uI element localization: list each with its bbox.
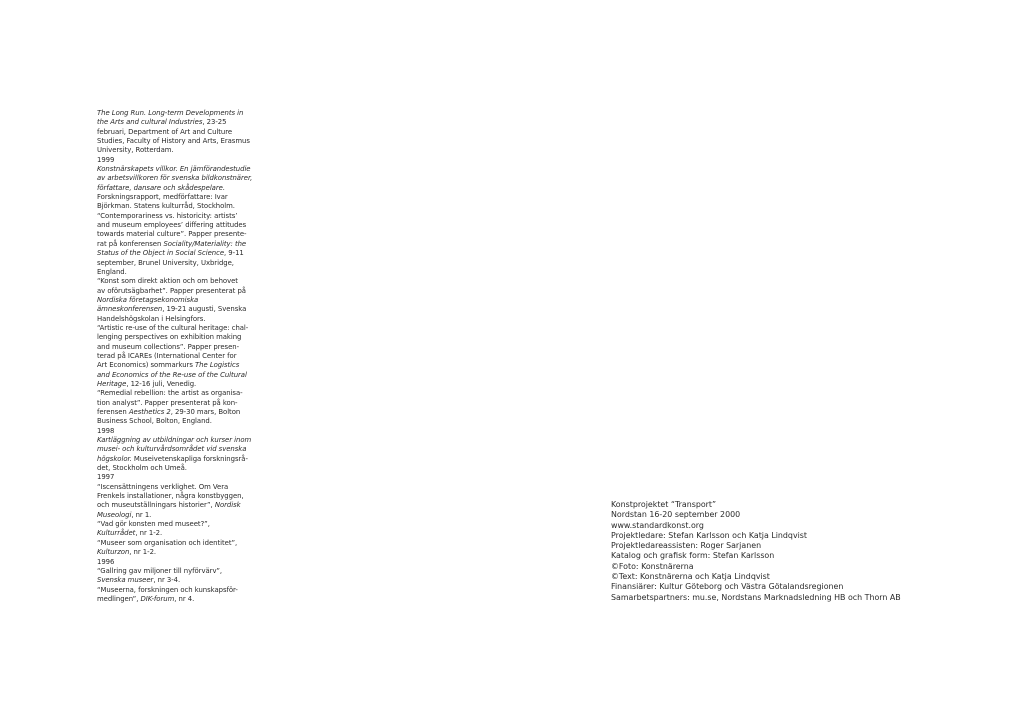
bibliography-line [97, 529, 255, 538]
bibliography-text: 1998 [97, 426, 115, 435]
bibliography-line [97, 324, 255, 333]
bibliography-line [97, 315, 255, 324]
bibliography-line [97, 184, 255, 193]
bibliography-text: “Konst som direkt aktion och om behovet [97, 277, 238, 286]
italic-title-text: Nordisk [214, 501, 241, 510]
bibliography-line [97, 539, 255, 548]
bibliography-text: rat på konferensen [97, 239, 164, 248]
bibliography-text: lenging perspectives on exhibition making [97, 333, 242, 342]
italic-title-text: Nordiska företagsekonomiska [97, 295, 199, 304]
italic-title-text: Heritage [97, 379, 127, 388]
bibliography-text: “Iscensättningens verklighet. Om Vera [97, 482, 229, 491]
bibliography-line [97, 399, 255, 408]
bibliography-line [97, 174, 255, 183]
bibliography-line [97, 389, 255, 398]
italic-title-text: författare, dansare och skådespelare. [97, 183, 225, 192]
bibliography-line [97, 333, 255, 342]
bibliography-text: “Museerna, forskningen och kunskapsför- [97, 585, 238, 594]
colophon-line: Projektledare: Stefan Karlsson och Katja Lindqvist [611, 530, 808, 540]
bibliography-line [97, 268, 255, 277]
italic-title-text: av arbetsvillkoren för svenska bildkonstnärer, [97, 174, 253, 183]
bibliography-text: februari, Department of Art and Culture [97, 127, 233, 136]
italic-title-text: Kulturrådet [97, 529, 136, 538]
bibliography-line [97, 380, 255, 389]
bibliography-text: 1996 [97, 557, 115, 566]
bibliography-line [97, 483, 255, 492]
bibliography-text: , 19-21 augusti, Svenska [162, 305, 247, 314]
bibliography-text: “Museer som organisation och identitet”, [97, 538, 238, 547]
bibliography-line [97, 408, 255, 417]
colophon-line: Samarbetspartners: mu.se, Nordstans Marknadsledning HB och Thorn AB [611, 592, 901, 602]
italic-title-text: DIK-forum [140, 594, 175, 603]
colophon-line: Nordstan 16-20 september 2000 [611, 510, 741, 520]
bibliography-text: and museum collections”. Papper presen- [97, 342, 240, 351]
bibliography-line [97, 586, 255, 595]
bibliography-text: “Artistic re-use of the cultural heritage: chal- [97, 323, 249, 332]
bibliography-line [97, 146, 255, 155]
bibliography-line [97, 445, 255, 454]
bibliography-text: England. [97, 267, 127, 276]
bibliography-line [97, 417, 255, 426]
colophon-line: www.standardkonst.org [611, 520, 704, 530]
bibliography-text: “Remedial rebellion: the artist as organisa- [97, 389, 243, 398]
italic-title-text: Status of the Object in Social Science [97, 249, 225, 258]
bibliography-text: University, Rotterdam. [97, 146, 174, 155]
colophon-line: Katalog och grafisk form: Stefan Karlsson [611, 551, 775, 561]
colophon-line: Finansiärer: Kultur Göteborg och Västra Götalandsregionen [611, 582, 844, 592]
bibliography-text: , 9-11 [224, 249, 244, 258]
bibliography-text: , 12-16 juli, Venedig. [126, 379, 197, 388]
bibliography-text: Björkman. Statens kulturråd, Stockholm. [97, 202, 235, 211]
bibliography-text: Studies, Faculty of History and Arts, Erasmus [97, 137, 250, 146]
bibliography-text: 1997 [97, 473, 115, 482]
bibliography-text: Museivetenskapliga forskningsrå- [131, 454, 248, 463]
bibliography-text: Art Economics) sommarkurs [97, 361, 196, 370]
colophon-line: ©Text: Konstnärerna och Katja Lindqvist [611, 572, 770, 582]
bibliography-text: Frenkels installationer, några konstbyggen, [97, 492, 244, 501]
bibliography-column [97, 109, 255, 604]
bibliography-line [97, 230, 255, 239]
bibliography-line [97, 558, 255, 567]
italic-title-text: and Economics of the Re-use of the Cultural [97, 370, 247, 379]
bibliography-text: , nr 1-2. [129, 548, 157, 557]
bibliography-text: Business School, Bolton, England. [97, 417, 212, 426]
bibliography-text: and museum employees’ differing attitudes [97, 221, 247, 230]
bibliography-line [97, 576, 255, 585]
bibliography-line [97, 109, 255, 118]
italic-title-text: Kartläggning av utbildningar och kurser inom [97, 436, 252, 445]
italic-title-text: högskolor. [97, 454, 132, 463]
bibliography-line [97, 511, 255, 520]
bibliography-text: “Contemporariness vs. historicity: artists’ [97, 211, 238, 220]
italic-title-text: the Arts and cultural Industries [97, 118, 203, 127]
bibliography-line [97, 137, 255, 146]
bibliography-text: terad på ICAREs (International Center for [97, 351, 237, 360]
bibliography-line [97, 548, 255, 557]
bibliography-text: Handelshögskolan i Helsingfors. [97, 314, 206, 323]
bibliography-line [97, 436, 255, 445]
bibliography-line [97, 259, 255, 268]
bibliography-text: och museutställningars historier”, [97, 501, 215, 510]
bibliography-line [97, 595, 255, 604]
bibliography-text: det, Stockholm och Umeå. [97, 464, 187, 473]
italic-title-text: musei- och kulturvårdsområdet vid svenska [97, 445, 247, 454]
bibliography-text: Forskningsrapport, medförfattare: Ivar [97, 193, 228, 202]
italic-title-text: ämneskonferensen [97, 305, 163, 314]
bibliography-text: september, Brunel University, Uxbridge, [97, 258, 234, 267]
bibliography-text: , 23-25 [202, 118, 227, 127]
bibliography-line [97, 202, 255, 211]
bibliography-line [97, 305, 255, 314]
bibliography-line [97, 287, 255, 296]
bibliography-text: av oförutsägbarhet”. Papper presenterat på [97, 286, 246, 295]
bibliography-line [97, 371, 255, 380]
italic-title-text: The Logistics [195, 361, 240, 370]
bibliography-line [97, 240, 255, 249]
italic-title-text: The Long Run. Long-term Developments in [97, 109, 244, 117]
bibliography-line [97, 128, 255, 137]
bibliography-text: , nr 4. [174, 594, 195, 603]
bibliography-text: ferensen [97, 408, 129, 416]
bibliography-line [97, 473, 255, 482]
bibliography-text: , 29-30 mars, Bolton [170, 408, 241, 416]
colophon-line: Konstprojektet “Transport” [611, 500, 717, 509]
bibliography-line [97, 165, 255, 174]
bibliography-line [97, 567, 255, 576]
bibliography-text: medlingen”, [97, 594, 141, 603]
colophon-line: ©Foto: Konstnärerna [611, 561, 694, 571]
bibliography-line [97, 212, 255, 221]
bibliography-text: , nr 1-2. [135, 529, 163, 538]
bibliography-text: “Vad gör konsten med museet?”, [97, 520, 210, 529]
bibliography-text: 1999 [97, 155, 115, 164]
bibliography-line [97, 156, 255, 165]
italic-title-text: Svenska museer [97, 576, 154, 585]
bibliography-text: , nr 1. [131, 510, 152, 519]
bibliography-line [97, 296, 255, 305]
bibliography-text: , nr 3-4. [153, 576, 181, 585]
italic-title-text: Museologi [97, 510, 132, 519]
bibliography-line [97, 352, 255, 361]
bibliography-line [97, 455, 255, 464]
italic-title-text: Konstnärskapets villkor. En jämförandestudie [97, 165, 251, 174]
bibliography-line [97, 277, 255, 286]
bibliography-line [97, 501, 255, 510]
colophon-column [611, 500, 941, 603]
italic-title-text: Kulturzon [97, 548, 130, 557]
bibliography-line [97, 464, 255, 473]
bibliography-line [97, 343, 255, 352]
bibliography-text: towards material culture”. Papper presente- [97, 230, 247, 239]
bibliography-line [97, 221, 255, 230]
bibliography-line [97, 249, 255, 258]
bibliography-line [97, 427, 255, 436]
bibliography-line [97, 361, 255, 370]
italic-title-text: Aesthetics 2 [128, 408, 171, 416]
bibliography-line [97, 118, 255, 127]
italic-title-text: Sociality/Materiality: the [163, 239, 247, 248]
bibliography-text: “Gallring gav miljoner till nyförvärv”, [97, 566, 223, 575]
bibliography-text: tion analyst”. Papper presenterat på kon- [97, 398, 238, 407]
colophon-line: Projektledareassisten: Roger Sarjanen [611, 541, 762, 551]
bibliography-line [97, 492, 255, 501]
